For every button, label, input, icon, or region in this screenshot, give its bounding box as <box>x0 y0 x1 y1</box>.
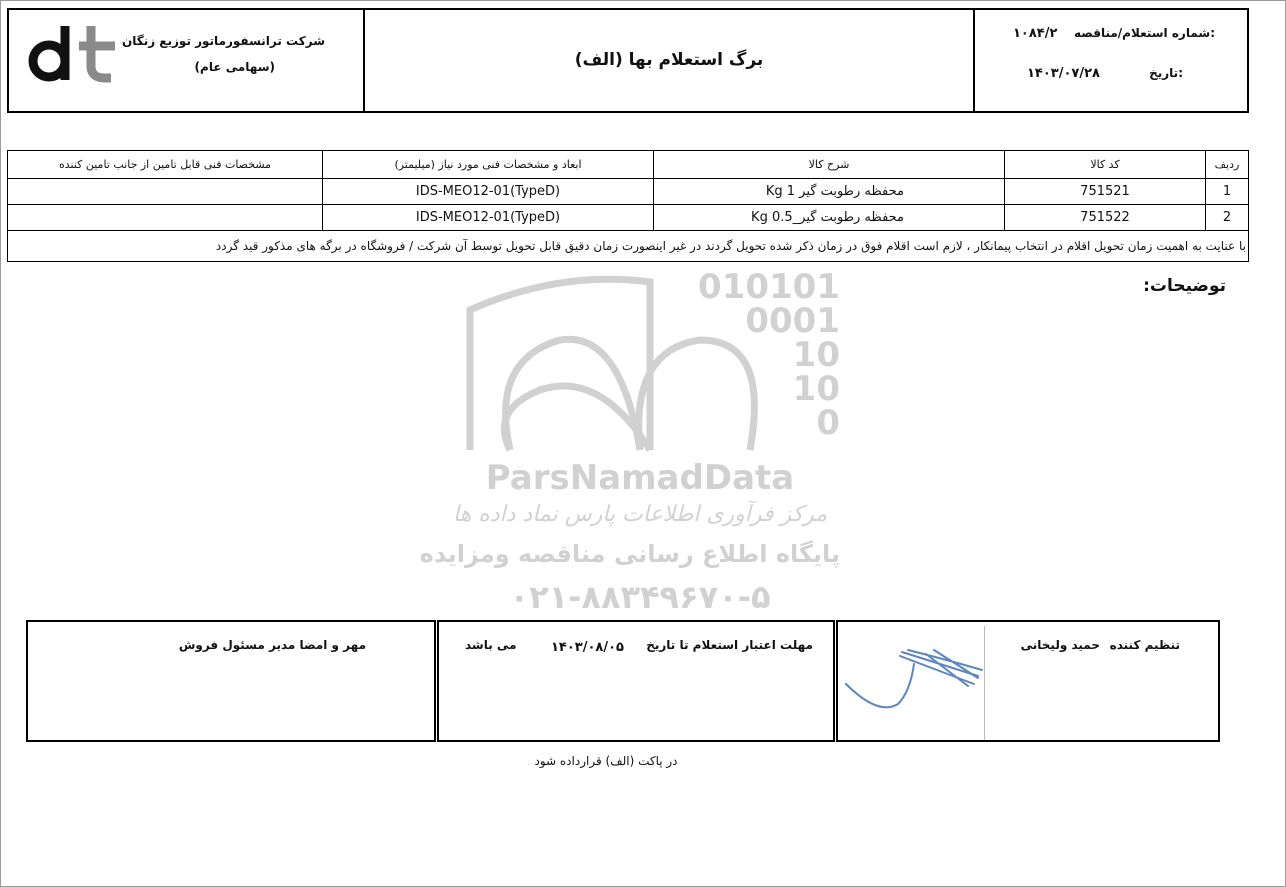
form-title: برگ استعلام بها (الف) <box>574 50 764 70</box>
delivery-note: با عنایت به اهمیت زمان تحویل اقلام در انتخاب پیمانکار ، لازم است اقلام فوق در زمان ذکر شده تحویل گردند در غیر اینصورت زمان دقیق قابل تحویل توسط آن شرکت / فروشگاه در برگه های مذکور قید گردد <box>8 231 1249 262</box>
company-name: شرکت ترانسفورماتور توزیع زنگان <box>121 34 325 48</box>
item-description: محفظه رطوبت گیر_0.5 Kg <box>654 205 1005 231</box>
item-specs: IDS-MEO12-01(TypeD) <box>323 179 654 205</box>
table-row <box>8 205 1249 231</box>
table-header-row <box>8 151 1249 179</box>
remarks-label: توضیحات: <box>1143 276 1226 296</box>
validity-box <box>437 620 835 742</box>
col-description-header: شرح کالا <box>654 151 1005 179</box>
item-specs: IDS-MEO12-01(TypeD) <box>323 205 654 231</box>
row-number: 2 <box>1206 205 1249 231</box>
company-type: (سهامی عام) <box>194 60 275 74</box>
preparer-name: حمید ولیخانی <box>1020 638 1100 652</box>
supplier-specs-cell[interactable] <box>8 205 323 231</box>
watermark-brand: ParsNamadData <box>485 458 795 498</box>
watermark-binary-line: 10 <box>792 369 840 409</box>
sales-stamp-box <box>26 620 436 742</box>
preparer-box <box>836 620 1220 742</box>
col-specs-header: ابعاد و مشخصات فنی مورد نیاز (میلیمتر) <box>323 151 654 179</box>
item-code: 751522 <box>1005 205 1206 231</box>
date-value: ۱۴۰۳/۰۷/۲۸ <box>1027 66 1100 81</box>
watermark <box>419 267 840 620</box>
watermark-binary-line: 0001 <box>745 301 840 341</box>
watermark-binary-line: 010101 <box>698 267 840 307</box>
stamp-label: مهر و امضا مدیر مسئول فروش <box>178 638 366 652</box>
watermark-persian-line1: مرکز فرآوری اطلاعات پارس نماد داده ها <box>452 502 828 527</box>
validity-date: ۱۴۰۳/۰۸/۰۵ <box>551 640 624 655</box>
validity-suffix: می باشد <box>465 638 517 652</box>
col-supplier-specs-header: مشخصات فنی قابل تامین از جانب تامین کننده <box>8 151 323 179</box>
col-row-header: ردیف <box>1206 151 1249 179</box>
item-description: محفظه رطوبت گیر 1 Kg <box>654 179 1005 205</box>
company-box <box>7 8 365 113</box>
watermark-persian-line2: پایگاه اطلاع رسانی مناقصه ومزایده <box>419 540 840 568</box>
preparer-label: تنظیم کننده <box>1109 638 1180 652</box>
validity-label: مهلت اعتبار استعلام تا تاریخ <box>646 638 813 652</box>
watermark-binary <box>640 267 840 443</box>
watermark-binary-line: 0 <box>816 403 840 443</box>
row-number: 1 <box>1206 179 1249 205</box>
supplier-specs-cell[interactable] <box>8 179 323 205</box>
signature-area <box>838 626 985 740</box>
col-code-header: کد کالا <box>1005 151 1206 179</box>
watermark-binary-line: 10 <box>792 335 840 375</box>
inquiry-number-label: شماره استعلام/مناقصه: <box>1073 26 1215 40</box>
table-row <box>8 179 1249 205</box>
form-title-box <box>363 8 975 113</box>
handwritten-signature <box>838 626 984 736</box>
items-table <box>7 150 1249 262</box>
inquiry-info-box <box>973 8 1249 113</box>
company-logo <box>25 20 117 86</box>
packet-note: در پاکت (الف) قرارداده شود <box>534 754 678 768</box>
item-code: 751521 <box>1005 179 1206 205</box>
date-label: تاریخ: <box>1149 66 1183 80</box>
watermark-phone: ۰۲۱-۸۸۳۴۹۶۷۰-۵ <box>509 578 771 616</box>
table-note-row <box>8 231 1249 262</box>
inquiry-number-value: ۱۰۸۴/۲ <box>1013 26 1058 41</box>
